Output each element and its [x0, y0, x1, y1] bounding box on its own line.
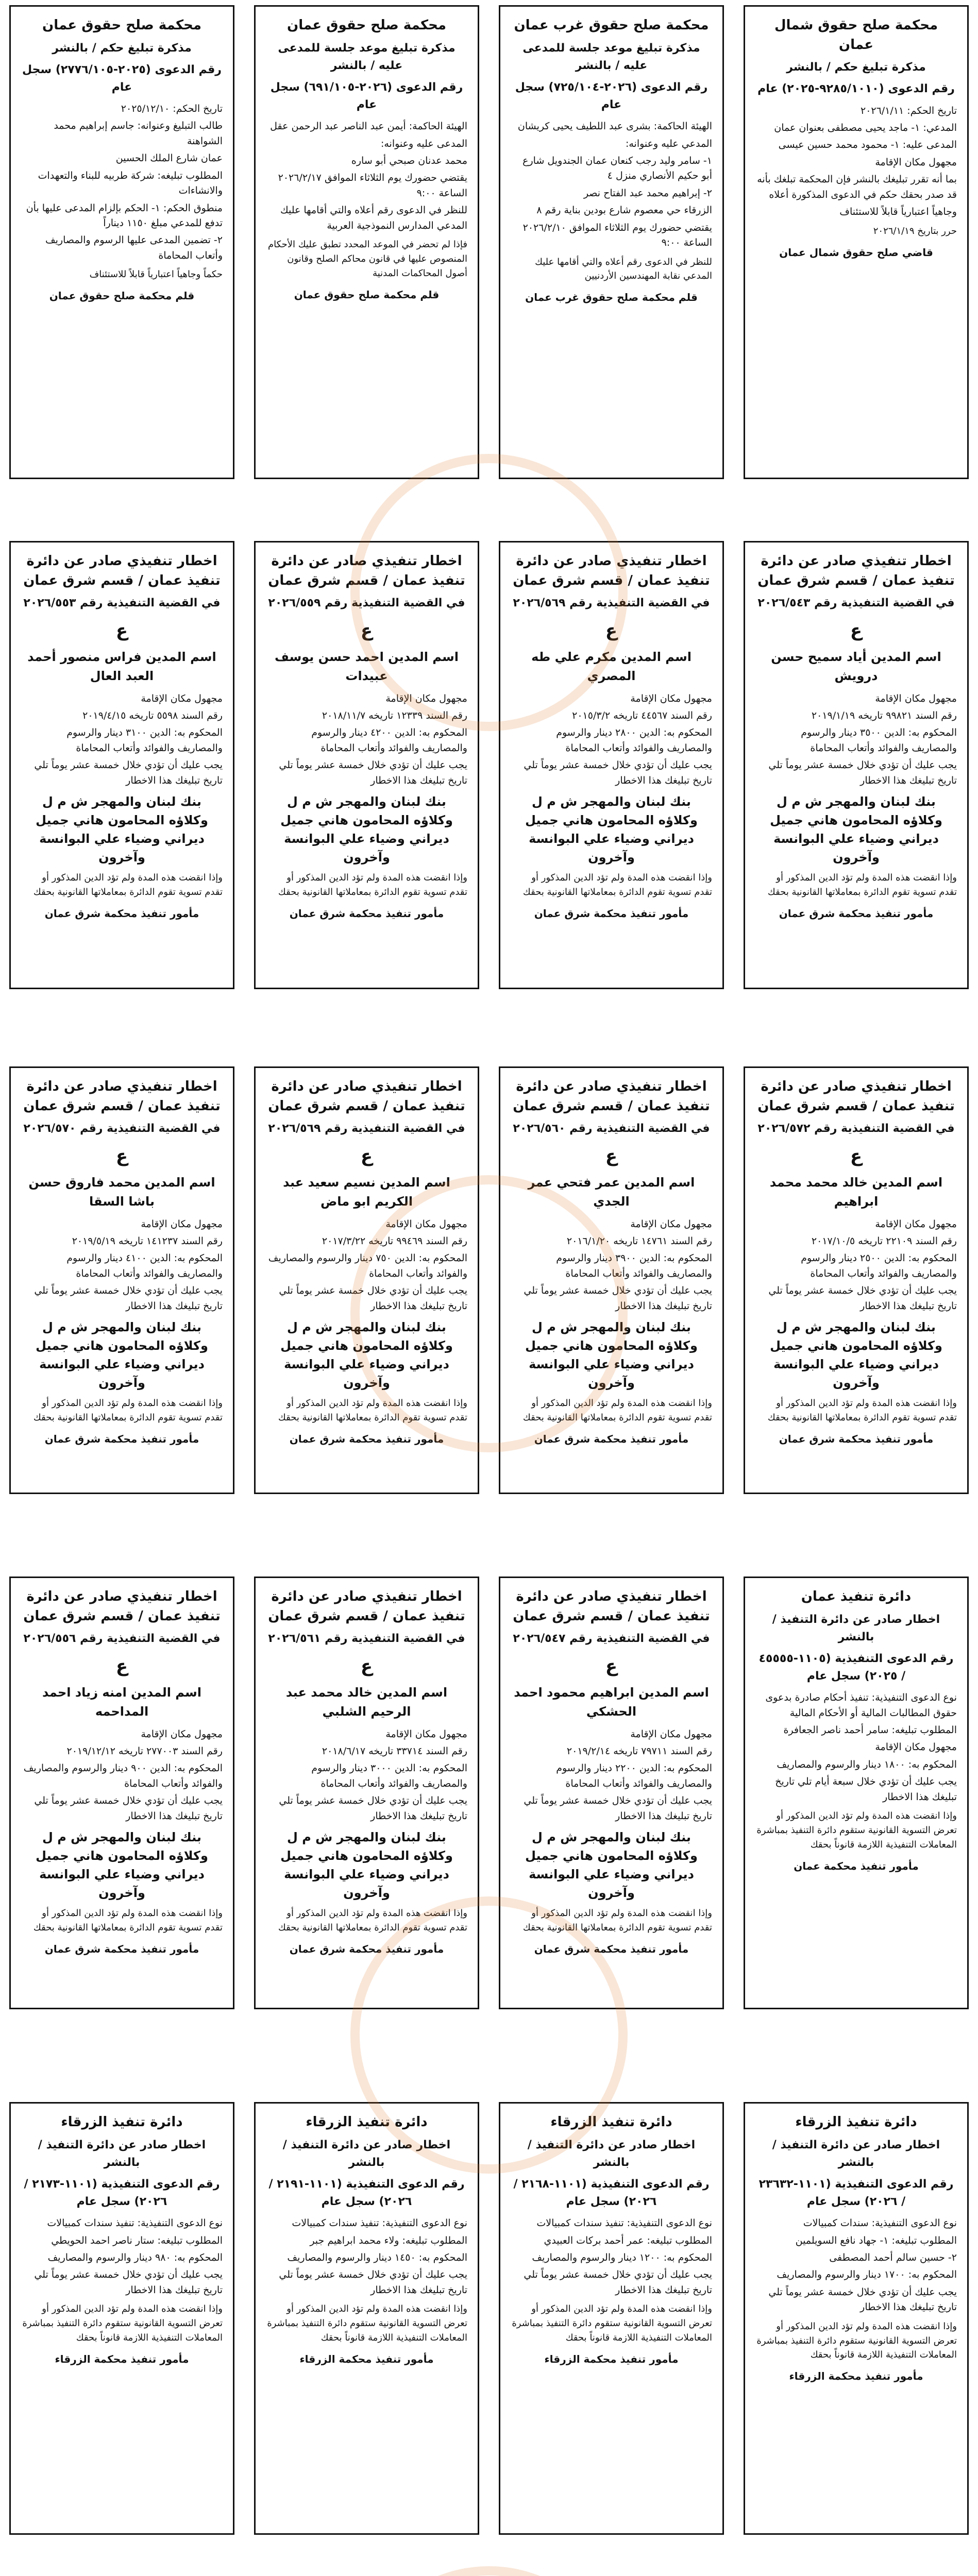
notice-line: تاريخ الحكم: ٢٠٢٥/١٢/١٠	[121, 103, 223, 114]
notice-line: مجهول مكان الإقامة	[630, 1218, 712, 1230]
notice-creditor: بنك لبنان والمهجر ش م ل وكلاؤه المحامون هاني جميل ديراني وضياء علي البوانسة وآخرون	[770, 1320, 942, 1391]
notice-case-number: رقم الدعوى التنفيذية (١١٠١-٢١٦٨ / ٢٠٢٦) سجل عام	[513, 2177, 710, 2208]
legal-notice	[9, 1066, 234, 1494]
notice-case-number: في القضية التنفيذية رقم ٢٠٢٦/٥٧٢	[757, 1122, 955, 1136]
notice-subheading: مذكرة تبليغ موعد جلسة للمدعى عليه / بالنشر	[278, 41, 456, 72]
notice-line: يجب عليك أن تؤدي خلال خمسة عشر يوماً تلي تاريخ تبليغك هذا الاخطار	[34, 2269, 223, 2296]
notice-line: رقم السند ٣٣٧١٤ تاريخه ٢٠١٨/٦/١٧	[322, 1745, 467, 1757]
notice-line: رقم السند ٢٧٧٠٠٣ تاريخه ٢٠١٩/١٢/١٢	[66, 1745, 223, 1757]
notice-line: يجب عليك أن تؤدي خلال خمسة عشر يوماً تلي تاريخ تبليغك هذا الاخطار	[524, 2269, 712, 2296]
notice-versus: ع	[360, 1656, 373, 1677]
notice-line: رقم السند ٤٤٥٦٧ تاريخه ٢٠١٥/٣/٢	[572, 709, 712, 721]
legal-notice	[9, 2102, 234, 2535]
notice-heading: دائرة تنفيذ الزرقاء	[61, 2114, 183, 2130]
notice-creditor: بنك لبنان والمهجر ش م ل وكلاؤه المحامون هاني جميل ديراني وضياء علي البوانسة وآخرون	[36, 1830, 208, 1901]
notice-line: منطوق الحكم: ١- الحكم بإلزام المدعى عليها بأن تدفع للمدعي مبلغ ١١٥٠ ديناراً	[26, 202, 223, 229]
legal-notice	[744, 541, 969, 989]
notice-case-number: في القضية التنفيذية رقم ٢٠٢٦/٥٤٣	[757, 597, 955, 610]
notice-case-number: رقم الدعوى التنفيذية (١١٠١-٢١٩١ / ٢٠٢٦) سجل عام	[268, 2177, 465, 2208]
notice-heading: محكمة صلح حقوق شمال عمان	[774, 18, 938, 53]
notice-line: يجب عليك أن تؤدي خلال خمسة عشر يوماً تلي تاريخ تبليغك هذا الاخطار	[524, 1795, 712, 1822]
notice-case-number: في القضية التنفيذية رقم ٢٠٢٦/٥٥٦	[23, 1632, 221, 1646]
notice-line: المحكوم به: الدين ٢٥٠٠ دينار والرسوم والمصاريف والفوائد وأتعاب المحاماة	[801, 1252, 957, 1279]
notice-creditor: بنك لبنان والمهجر ش م ل وكلاؤه المحامون هاني جميل ديراني وضياء علي البوانسة وآخرون	[770, 794, 942, 865]
notice-creditor: بنك لبنان والمهجر ش م ل وكلاؤه المحامون هاني جميل ديراني وضياء علي البوانسة وآخرون	[525, 1320, 698, 1391]
notice-heading: اخطار تنفيذي صادر عن دائرة تنفيذ عمان / قسم شرق عمان	[23, 553, 221, 588]
notice-debtor-name: اسم المدين امنه زياد احمد المداحمه	[42, 1685, 201, 1719]
notice-line: المحكوم به: الدين ٣٩٠٠ دينار والرسوم والمصاريف والفوائد وأتعاب المحاماة	[556, 1252, 712, 1279]
notice-line: ٢- تضمين المدعى عليها الرسوم والمصاريف وأتعاب المحاماة	[45, 234, 223, 261]
notice-debtor-name: اسم المدين خالد محمد محمد ابراهيم	[769, 1175, 943, 1209]
notice-line: مجهول مكان الإقامة	[875, 692, 957, 704]
notice-line: المدعى عليه: ١- محمود محمد حسين عيسى	[778, 139, 957, 151]
notice-heading: اخطار تنفيذي صادر عن دائرة تنفيذ عمان / قسم شرق عمان	[513, 1589, 710, 1624]
notice-heading: محكمة صلح حقوق عمان	[42, 18, 201, 33]
notice-signature: مأمور تنفيذ محكمة شرق عمان	[534, 907, 689, 920]
notice-line: يجب عليك أن تؤدي خلال خمسة عشر يوماً تلي تاريخ تبليغك هذا الاخطار	[524, 1285, 712, 1312]
notice-subheading: اخطار صادر عن دائرة التنفيذ / بالنشر	[527, 2138, 696, 2169]
notice-versus: ع	[605, 1146, 618, 1167]
notice-case-number: في القضية التنفيذية رقم ٢٠٢٦/٥٥٣	[23, 597, 221, 610]
notice-line: الهيئة الحاكمة: بشرى عبد اللطيف يحيى كريشان	[517, 121, 712, 132]
legal-notice	[254, 1066, 479, 1494]
notice-signature: مأمور تنفيذ محكمة شرق عمان	[534, 1942, 689, 1955]
notice-creditor: بنك لبنان والمهجر ش م ل وكلاؤه المحامون هاني جميل ديراني وضياء علي البوانسة وآخرون	[36, 1320, 208, 1391]
notice-line: يجب عليك أن تؤدي خلال خمسة عشر يوماً تلي تاريخ تبليغك هذا الاخطار	[34, 1285, 223, 1312]
notice-heading: اخطار تنفيذي صادر عن دائرة تنفيذ عمان / قسم شرق عمان	[757, 553, 955, 588]
notice-case-number: رقم الدعوى التنفيذية (١١٠٥-٤٥٥٥٥ / ٢٠٢٥) سجل عام	[758, 1652, 954, 1683]
notice-heading: دائرة تنفيذ الزرقاء	[550, 2114, 672, 2130]
notice-line: المحكوم به: ٩٨٠ دينار والرسوم والمصاريف	[47, 2251, 223, 2263]
legal-notice	[254, 541, 479, 989]
notice-line: المحكوم به: الدين ٤٢٠٠ دينار والرسوم والمصاريف والفوائد وأتعاب المحاماة	[311, 727, 467, 754]
notice-subheading: اخطار صادر عن دائرة التنفيذ / بالنشر	[282, 2138, 451, 2169]
notice-line: وجاهياً اعتبارياً قابلاً للاستئناف	[839, 206, 957, 218]
notice-line: الزرقاء حي معصوم شارع بودين بناية رقم ٨	[536, 205, 712, 216]
notice-footer-text: وإذا انقضت هذه المدة ولم تؤد الدين المذكور أو تقدم تسوية تقوم الدائرة بمعاملاتها القانونية بحقك	[33, 1908, 223, 1934]
notice-footer-text: وإذا انقضت هذه المدة ولم تؤد الدين المذكور أو تعرض التسوية القانونية ستقوم دائرة التنفيذ بمباشرة المعاملات التنفيذية اللازمة قانوناً بحقك	[512, 2303, 712, 2344]
notice-heading: اخطار تنفيذي صادر عن دائرة تنفيذ عمان / قسم شرق عمان	[513, 1079, 710, 1114]
notice-line: المطلوب تبليغه: ستار ناصر احمد الحويطي	[51, 2234, 223, 2246]
legal-notice	[499, 1066, 724, 1494]
legal-notice	[744, 1066, 969, 1494]
notice-line: نوع الدعوى التنفيذية: تنفيذ أحكام صادرة بدعوى حقوق المطالبات المالية أو الأحكام المالية	[765, 1692, 957, 1719]
legal-notice	[254, 1577, 479, 2009]
notice-footer-text: حرر بتاريخ ٢٠٢٦/١/١٩	[873, 225, 957, 236]
notice-debtor-name: اسم المدين ابراهيم محمود احمد الحشكي	[514, 1685, 709, 1719]
notice-case-number: رقم الدعوى التنفيذية (١١٠١-٢٣٦٣٢ / ٢٠٢٦) سجل عام	[758, 2177, 954, 2208]
notice-debtor-name: اسم المدين احمد حسن يوسف عبيدات	[275, 650, 459, 684]
notice-line: طالب التبليغ وعنوانه: جاسم إبراهيم محمد الشواهنة	[54, 120, 223, 147]
notice-line: المطلوب تبليغه: شركة طربيه للبناء والتعهدات والانشاءات	[38, 170, 223, 197]
legal-notice	[499, 2102, 724, 2535]
notice-line: المطلوب تبليغه: ١- جهاد نافع السويلمين	[795, 2234, 957, 2246]
notice-line: يجب عليك أن تؤدي خلال خمسة عشر يوماً تلي تاريخ تبليغك هذا الاخطار	[279, 2269, 467, 2296]
notice-debtor-name: اسم المدين مكرم علي طه المصري	[531, 650, 692, 684]
notice-signature: مأمور تنفيذ محكمة شرق عمان	[44, 1432, 199, 1445]
notice-line: يجب عليك أن تؤدي خلال سبعة أيام تلي تاريخ تبليغك هذا الاخطار	[775, 1776, 957, 1803]
notice-line: تاريخ الحكم: ٢٠٢٦/١/١١	[860, 105, 957, 116]
notice-line: يجب عليك أن تؤدي خلال خمسة عشر يوماً تلي تاريخ تبليغك هذا الاخطار	[768, 759, 957, 786]
notice-line: عمان شارع الملك الحسين	[115, 152, 223, 164]
notice-footer-text: وإذا انقضت هذه المدة ولم تؤد الدين المذكور أو تعرض التسوية القانونية ستقوم دائرة التنفيذ بمباشرة المعاملات التنفيذية اللازمة قانوناً بحقك	[756, 2320, 957, 2361]
notice-debtor-name: اسم المدين فراس منصور أحمد العبد العال	[27, 650, 216, 684]
notice-versus: ع	[115, 620, 128, 641]
notice-debtor-name: اسم المدين محمد فاروق حسن باشا السقا	[28, 1175, 215, 1209]
notice-footer-text: وإذا انقضت هذه المدة ولم تؤد الدين المذكور أو تقدم تسوية تقوم الدائرة بمعاملاتها القانونية بحقك	[522, 1398, 712, 1423]
notice-footer-text: وإذا انقضت هذه المدة ولم تؤد الدين المذكور أو تقدم تسوية تقوم الدائرة بمعاملاتها القانونية بحقك	[33, 872, 223, 898]
notice-line: مجهول مكان الإقامة	[141, 1218, 223, 1230]
legal-notice	[499, 1577, 724, 2009]
notice-case-number: في القضية التنفيذية رقم ٢٠٢٦/٥٧٠	[23, 1122, 221, 1136]
notice-line: المحكوم به: الدين ٣١٠٠ دينار والرسوم والمصاريف والفوائد وأتعاب المحاماة	[66, 727, 223, 754]
notice-line: مجهول مكان الإقامة	[875, 1218, 957, 1230]
notice-footer-text: وإذا انقضت هذه المدة ولم تؤد الدين المذكور أو تقدم تسوية تقوم الدائرة بمعاملاتها القانونية بحقك	[767, 1398, 957, 1423]
notice-case-number: في القضية التنفيذية رقم ٢٠٢٦/٥٦٠	[513, 1122, 710, 1136]
notice-line: المدعي: ١- ماجد يحيى مصطفى بعنوان عمان	[774, 122, 957, 133]
notice-heading: دائرة تنفيذ عمان	[801, 1589, 912, 1604]
notice-line: نوع الدعوى التنفيذية: تنفيذ سندات كمبيالات	[292, 2217, 467, 2229]
notice-line: المحكوم به: الدين ٩٠٠ دينار والرسوم والمصاريف والفوائد وأتعاب المحاماة	[23, 1762, 223, 1789]
notice-footer-text: فإذا لم تحضر في الموعد المحدد تطبق عليك الأحكام المنصوص عليها في قانون محاكم الصلح وقانون أصول المحاكمات المدنية	[268, 239, 467, 279]
notice-line: المحكوم به: ١٧٠٠ دينار والرسوم والمصاريف	[777, 2269, 957, 2281]
notice-line: رقم السند ١٤١٢٣٧ تاريخه ٢٠١٩/٥/١٩	[72, 1235, 223, 1247]
legal-notice	[9, 5, 234, 479]
notice-line: مجهول مكان الإقامة	[385, 1218, 467, 1230]
notice-line: المحكوم به: الدين ٢٨٠٠ دينار والرسوم والمصاريف والفوائد وأتعاب المحاماة	[556, 727, 712, 754]
notice-case-number: رقم الدعوى (٩٢٨٥/١٠١٠-٢٠٢٥) عام	[757, 82, 955, 96]
notice-case-number: في القضية التنفيذية رقم ٢٠٢٦/٥٤٧	[513, 1632, 710, 1646]
legal-notice	[254, 2102, 479, 2535]
notice-heading: اخطار تنفيذي صادر عن دائرة تنفيذ عمان / قسم شرق عمان	[513, 553, 710, 588]
notice-signature: مأمور تنفيذ محكمة شرق عمان	[44, 907, 199, 920]
notice-heading: اخطار تنفيذي صادر عن دائرة تنفيذ عمان / قسم شرق عمان	[757, 1079, 955, 1114]
notice-line: مجهول مكان الإقامة	[385, 1728, 467, 1740]
notice-creditor: بنك لبنان والمهجر ش م ل وكلاؤه المحامون هاني جميل ديراني وضياء علي البوانسة وآخرون	[36, 794, 208, 865]
notice-signature: مأمور تنفيذ محكمة عمان	[794, 1859, 919, 1872]
notice-subheading: مذكرة تبليغ حكم / بالنشر	[786, 61, 926, 74]
notice-signature: مأمور تنفيذ محكمة الزرقاء	[789, 2370, 923, 2383]
legal-notice	[744, 2102, 969, 2535]
notice-case-number: في القضية التنفيذية رقم ٢٠٢٦/٥٥٩	[268, 597, 465, 610]
notice-heading: محكمة صلح حقوق غرب عمان	[514, 18, 709, 33]
notice-line: رقم السند ٥٥٩٨ تاريخه ٢٠١٩/٤/١٥	[82, 709, 223, 721]
notice-line: المحكوم به: الدين ٤١٠٠ دينار والرسوم والمصاريف والفوائد وأتعاب المحاماة	[66, 1252, 223, 1279]
notice-signature: قلم محكمة صلح حقوق عمان	[294, 288, 440, 301]
notice-versus: ع	[115, 1656, 128, 1677]
notice-signature: مأمور تنفيذ محكمة شرق عمان	[44, 1942, 199, 1955]
notice-versus: ع	[605, 620, 618, 641]
notice-line: المدعى عليه وعنوانه:	[380, 138, 467, 149]
notice-line: محمد عدنان صبحي أبو ساره	[351, 155, 467, 166]
notice-versus: ع	[850, 620, 863, 641]
notice-case-number: في القضية التنفيذية رقم ٢٠٢٦/٥٦٩	[513, 597, 710, 610]
notice-signature: قاضي صلح حقوق شمال عمان	[779, 246, 933, 259]
notice-line: يقتضي حضورك يوم الثلاثاء الموافق ٢٠٢٦/٢/١٧ الساعة ٩:٠٠	[278, 172, 467, 199]
notice-creditor: بنك لبنان والمهجر ش م ل وكلاؤه المحامون هاني جميل ديراني وضياء علي البوانسة وآخرون	[280, 1320, 453, 1391]
legal-notice	[499, 541, 724, 989]
notice-signature: مأمور تنفيذ محكمة شرق عمان	[779, 907, 934, 920]
notice-line: مجهول مكان الإقامة	[141, 692, 223, 704]
notice-line: مجهول مكان الإقامة	[875, 156, 957, 168]
notice-heading: دائرة تنفيذ الزرقاء	[795, 2114, 917, 2130]
notice-footer-text: وإذا انقضت هذه المدة ولم تؤد الدين المذكور أو تعرض التسوية القانونية ستقوم دائرة التنفيذ بمباشرة المعاملات التنفيذية اللازمة قانوناً بحقك	[756, 1810, 957, 1850]
notice-line: يجب عليك أن تؤدي خلال خمسة عشر يوماً تلي تاريخ تبليغك هذا الاخطار	[34, 1795, 223, 1822]
notice-subheading: اخطار صادر عن دائرة التنفيذ / بالنشر	[772, 2138, 940, 2169]
notice-versus: ع	[605, 1656, 618, 1677]
notice-line: المطلوب تبليغه: ولاء محمد ابراهيم جبر	[310, 2234, 467, 2246]
notice-line: ٢- حسين سالم أحمد المصطفى	[829, 2251, 957, 2263]
notice-debtor-name: اسم المدين خالد محمد عبد الرحيم الشلبي	[285, 1685, 448, 1719]
notice-case-number: رقم الدعوى (٢٠٢٦-٧٢٥/١٠٤) سجل عام	[515, 80, 708, 111]
notice-case-number: رقم الدعوى التنفيذية (١١٠١-٢١٧٣ / ٢٠٢٦) سجل عام	[24, 2177, 220, 2208]
notice-heading: اخطار تنفيذي صادر عن دائرة تنفيذ عمان / قسم شرق عمان	[268, 553, 465, 588]
notice-versus: ع	[115, 1146, 128, 1167]
notice-line: نوع الدعوى التنفيذية: تنفيذ سندات كمبيالات	[536, 2217, 712, 2229]
notice-line: يجب عليك أن تؤدي خلال خمسة عشر يوماً تلي تاريخ تبليغك هذا الاخطار	[279, 1285, 467, 1312]
notice-line: نوع الدعوى التنفيذية: سندات كمبيالات	[803, 2217, 957, 2229]
notice-line: المطلوب تبليغه: عمر أحمد بركات العبيدي	[544, 2234, 712, 2246]
notice-line: مجهول مكان الإقامة	[875, 1741, 957, 1753]
notice-heading: اخطار تنفيذي صادر عن دائرة تنفيذ عمان / قسم شرق عمان	[23, 1589, 221, 1624]
notice-line: الهيئة الحاكمة: أيمن عبد الناصر عبد الرحمن عقل	[270, 121, 467, 132]
notice-signature: مأمور تنفيذ محكمة شرق عمان	[289, 1432, 444, 1445]
notice-line: المحكوم به: الدين ٣٠٠٠ دينار والرسوم والمصاريف والفوائد وأتعاب المحاماة	[311, 1762, 467, 1789]
notice-line: المحكوم به: ١٨٠٠ دينار والرسوم والمصاريف	[777, 1758, 957, 1770]
notice-signature: مأمور تنفيذ محكمة شرق عمان	[779, 1432, 934, 1445]
notice-footer-text: حكماً وجاهياً اعتبارياً قابلاً للاستئناف	[89, 269, 223, 280]
notice-signature: قلم محكمة صلح حقوق عمان	[49, 290, 195, 302]
notice-case-number: في القضية التنفيذية رقم ٢٠٢٦/٥٦١	[268, 1632, 465, 1646]
notice-footer-text: وإذا انقضت هذه المدة ولم تؤد الدين المذكور أو تقدم تسوية تقوم الدائرة بمعاملاتها القانونية بحقك	[522, 1908, 712, 1934]
legal-notice	[744, 1577, 969, 2009]
notice-footer-text: وإذا انقضت هذه المدة ولم تؤد الدين المذكور أو تقدم تسوية تقوم الدائرة بمعاملاتها القانونية بحقك	[33, 1398, 223, 1423]
notice-subheading: مذكرة تبليغ حكم / بالنشر	[52, 41, 192, 55]
legal-notice	[744, 5, 969, 479]
notice-line: مجهول مكان الإقامة	[141, 1728, 223, 1740]
notice-line: يجب عليك أن تؤدي خلال خمسة عشر يوماً تلي تاريخ تبليغك هذا الاخطار	[279, 759, 467, 786]
notice-creditor: بنك لبنان والمهجر ش م ل وكلاؤه المحامون هاني جميل ديراني وضياء علي البوانسة وآخرون	[525, 794, 698, 865]
notice-subheading: اخطار صادر عن دائرة التنفيذ / بالنشر	[772, 1613, 940, 1643]
notice-line: المحكوم به: الدين ٣٥٠٠ دينار والرسوم والمصاريف والفوائد وأتعاب المحاماة	[801, 727, 957, 754]
notice-line: رقم السند ٩٩٤٦٩ تاريخه ٢٠١٧/٣/٢٢	[322, 1235, 467, 1247]
notice-line: يقتضي حضورك يوم الثلاثاء الموافق ٢٠٢٦/٢/١٠ الساعة ٩:٠٠	[522, 222, 712, 249]
notice-line: المطلوب تبليغه: سامر أحمد ناصر الجعافرة	[783, 1724, 957, 1736]
notice-line: نوع الدعوى التنفيذية: تنفيذ سندات كمبيالات	[47, 2217, 223, 2229]
notice-heading: اخطار تنفيذي صادر عن دائرة تنفيذ عمان / قسم شرق عمان	[268, 1589, 465, 1624]
legal-notice	[254, 5, 479, 479]
notice-signature: مأمور تنفيذ محكمة الزرقاء	[55, 2352, 189, 2365]
notice-subheading: مذكرة تبليغ موعد جلسة للمدعى عليه / بالنشر	[522, 41, 700, 72]
notice-creditor: بنك لبنان والمهجر ش م ل وكلاؤه المحامون هاني جميل ديراني وضياء علي البوانسة وآخرون	[280, 1830, 453, 1901]
notice-footer-text: وإذا انقضت هذه المدة ولم تؤد الدين المذكور أو تقدم تسوية تقوم الدائرة بمعاملاتها القانونية بحقك	[522, 872, 712, 898]
notice-signature: مأمور تنفيذ محكمة الزرقاء	[544, 2352, 679, 2365]
notice-line: المحكوم به: الدين ٢٢٠٠ دينار والرسوم والمصاريف والفوائد وأتعاب المحاماة	[556, 1762, 712, 1789]
notice-signature: مأمور تنفيذ محكمة شرق عمان	[289, 907, 444, 920]
notice-heading: محكمة صلح حقوق عمان	[287, 18, 446, 33]
notice-footer-text: وإذا انقضت هذه المدة ولم تؤد الدين المذكور أو تعرض التسوية القانونية ستقوم دائرة التنفيذ بمباشرة المعاملات التنفيذية اللازمة قانوناً بحقك	[22, 2303, 223, 2344]
notice-case-number: رقم الدعوى (٢٠٢٥-٢٧٧٦/١٠٥) سجل عام	[22, 63, 222, 94]
notice-line: بما أنه تقرر تبليغك بالنشر فإن المحكمة تبلغك بأنه قد صدر بحقك حكم في الدعوى المذكورة أعلاه	[757, 174, 957, 200]
legal-notice	[9, 1577, 234, 2009]
notice-heading: اخطار تنفيذي صادر عن دائرة تنفيذ عمان / قسم شرق عمان	[268, 1079, 465, 1114]
notice-line: مجهول مكان الإقامة	[630, 1728, 712, 1740]
notice-case-number: رقم الدعوى (٢٠٢٦-٦٩١/١٠٥) سجل عام	[270, 80, 463, 111]
notice-debtor-name: اسم المدين أياد سميح حسن درويش	[771, 650, 941, 684]
notice-footer-text: وإذا انقضت هذه المدة ولم تؤد الدين المذكور أو تقدم تسوية تقوم الدائرة بمعاملاتها القانونية بحقك	[278, 872, 467, 898]
notice-line: مجهول مكان الإقامة	[630, 692, 712, 704]
notice-footer-text: للنظر في الدعوى رقم أعلاه والتي أقامها عليك المدعي نقابة المهندسين الأردنيين	[535, 256, 712, 282]
notice-signature: مأمور تنفيذ محكمة شرق عمان	[534, 1432, 689, 1445]
notice-heading: دائرة تنفيذ الزرقاء	[306, 2114, 428, 2130]
notice-line: يجب عليك أن تؤدي خلال خمسة عشر يوماً تلي تاريخ تبليغك هذا الاخطار	[524, 759, 712, 786]
notice-footer-text: وإذا انقضت هذه المدة ولم تؤد الدين المذكور أو تقدم تسوية تقوم الدائرة بمعاملاتها القانونية بحقك	[767, 872, 957, 898]
notice-line: رقم السند ١٤٧٦١ تاريخه ٢٠١٦/١/٢٠	[566, 1235, 712, 1247]
notice-versus: ع	[850, 1146, 863, 1167]
notice-subheading: اخطار صادر عن دائرة التنفيذ / بالنشر	[38, 2138, 206, 2169]
notice-line: المدعي عليه وعنوانه:	[625, 138, 712, 149]
notice-signature: قلم محكمة صلح حقوق غرب عمان	[525, 291, 698, 304]
legal-notice	[9, 541, 234, 989]
notice-heading: اخطار تنفيذي صادر عن دائرة تنفيذ عمان / قسم شرق عمان	[23, 1079, 221, 1114]
notice-line: يجب عليك أن تؤدي خلال خمسة عشر يوماً تلي تاريخ تبليغك هذا الاخطار	[279, 1795, 467, 1822]
notice-signature: مأمور تنفيذ محكمة شرق عمان	[289, 1942, 444, 1955]
notice-footer-text: وإذا انقضت هذه المدة ولم تؤد الدين المذكور أو تعرض التسوية القانونية ستقوم دائرة التنفيذ بمباشرة المعاملات التنفيذية اللازمة قانوناً بحقك	[267, 2303, 467, 2344]
notice-line: المحكوم به: ١٤٥٠ دينار والرسوم والمصاريف	[287, 2251, 467, 2263]
notice-line: يجب عليك أن تؤدي خلال خمسة عشر يوماً تلي تاريخ تبليغك هذا الاخطار	[768, 1285, 957, 1312]
legal-notice	[499, 5, 724, 479]
notice-line: يجب عليك أن تؤدي خلال خمسة عشر يوماً تلي تاريخ تبليغك هذا الاخطار	[768, 2286, 957, 2313]
notice-line: يجب عليك أن تؤدي خلال خمسة عشر يوماً تلي تاريخ تبليغك هذا الاخطار	[34, 759, 223, 786]
notice-line: ١- سامر وليد رجب كنعان عمان الجندويل شارع أبو حكيم الأنصاري منزل ٤	[522, 155, 712, 182]
notice-versus: ع	[360, 620, 373, 641]
notice-line: للنظر في الدعوى رقم أعلاه والتي أقامها عليك المدعي المدارس النموذجية العربية	[280, 205, 467, 231]
notice-debtor-name: اسم المدين عمر فتحي عمر الجدي	[528, 1175, 695, 1209]
notice-line: رقم السند ٧٩٧١١ تاريخه ٢٠١٩/٢/١٤	[566, 1745, 712, 1757]
notice-debtor-name: اسم المدين نسيم سعيد عبد الكريم ابو ماض	[283, 1175, 450, 1209]
notice-footer-text: وإذا انقضت هذه المدة ولم تؤد الدين المذكور أو تقدم تسوية تقوم الدائرة بمعاملاتها القانونية بحقك	[278, 1398, 467, 1423]
notice-line: المحكوم به: ١٢٠٠ دينار والرسوم والمصاريف	[532, 2251, 712, 2263]
notice-footer-text: وإذا انقضت هذه المدة ولم تؤد الدين المذكور أو تقدم تسوية تقوم الدائرة بمعاملاتها القانونية بحقك	[278, 1908, 467, 1934]
notice-line: رقم السند ٩٩٨٢١ تاريخه ٢٠١٩/١/١٩	[811, 709, 957, 721]
notice-case-number: في القضية التنفيذية رقم ٢٠٢٦/٥٦٩	[268, 1122, 465, 1136]
notice-line: مجهول مكان الإقامة	[385, 692, 467, 704]
notices-grid	[9, 5, 969, 2576]
notice-line: ٢- إبراهيم محمد عبد الفتاح نصر	[583, 187, 712, 199]
notice-line: رقم السند ٢٢١٠٩ تاريخه ٢٠١٧/١٠/٥	[811, 1235, 957, 1247]
notice-line: المحكوم به: الدين ٧٥٠ دينار والرسوم والمصاريف والفوائد وأتعاب المحاماة	[268, 1252, 467, 1279]
notice-creditor: بنك لبنان والمهجر ش م ل وكلاؤه المحامون هاني جميل ديراني وضياء علي البوانسة وآخرون	[280, 794, 453, 865]
notice-signature: مأمور تنفيذ محكمة الزرقاء	[299, 2352, 434, 2365]
notice-creditor: بنك لبنان والمهجر ش م ل وكلاؤه المحامون هاني جميل ديراني وضياء علي البوانسة وآخرون	[525, 1830, 698, 1901]
notice-line: رقم السند ١٢٣٣٩ تاريخه ٢٠١٨/١١/٧	[322, 709, 467, 721]
notice-versus: ع	[360, 1146, 373, 1167]
